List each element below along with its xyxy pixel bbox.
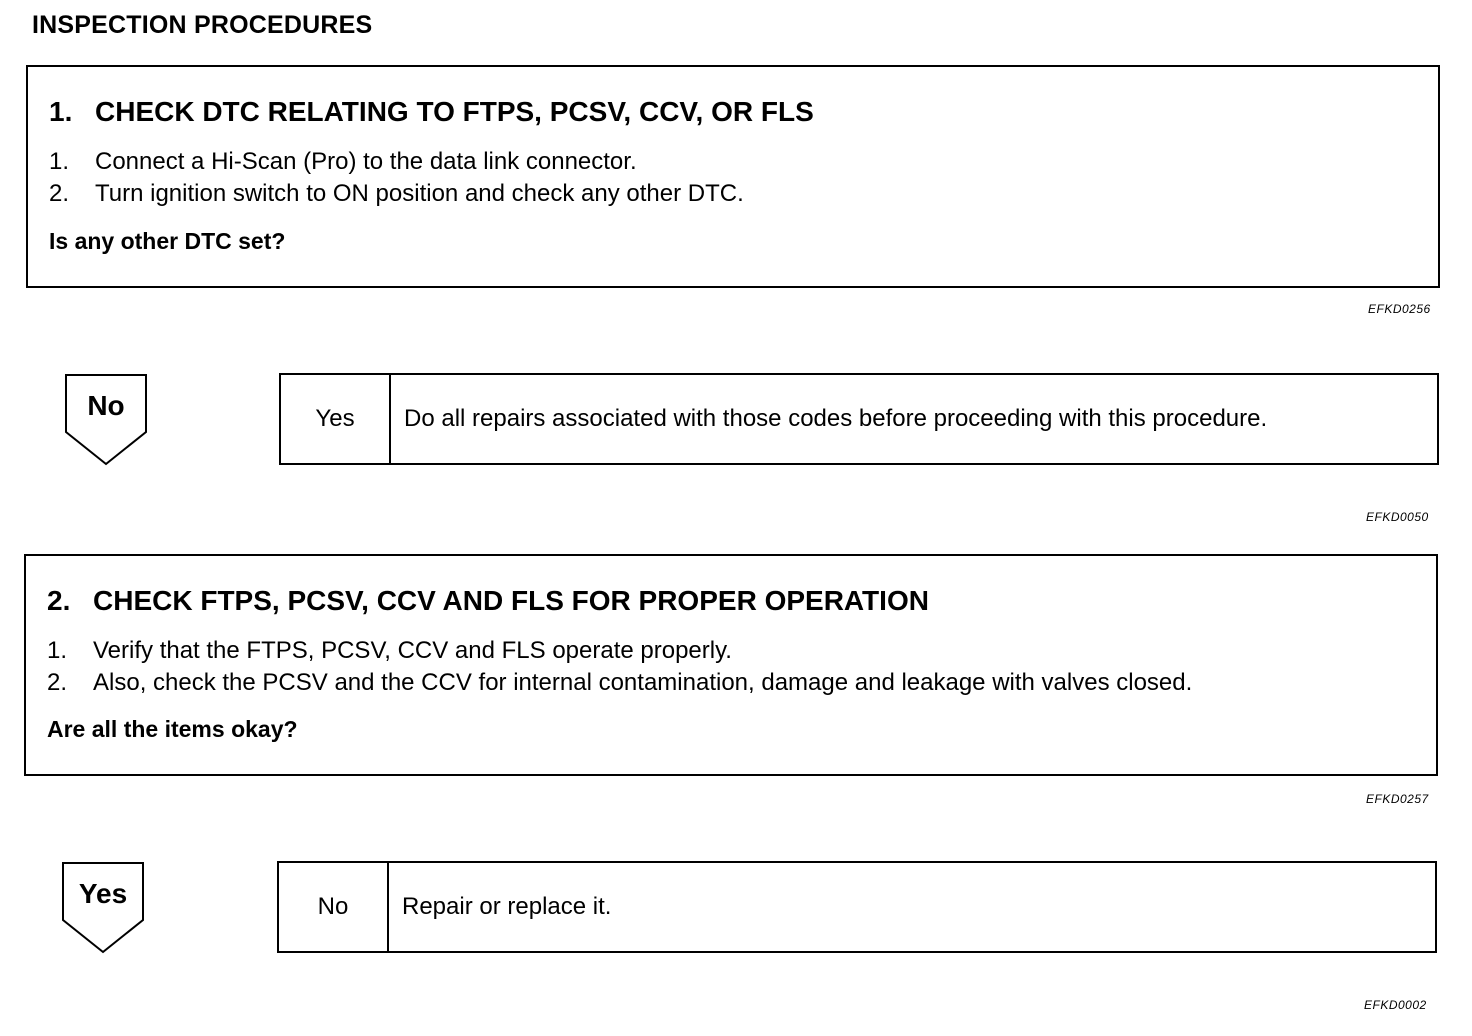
step-1-branch-action: Do all repairs associated with those codes before proceeding with this procedure. <box>404 405 1268 432</box>
step-2-instruction-2-text: Also, check the PCSV and the CCV for internal contamination, damage and leakage with valves closed. <box>93 669 1193 696</box>
step-2-continue-label: Yes <box>78 878 128 909</box>
step-2-instructions <box>47 635 1192 699</box>
step-1-branch-condition: Yes <box>281 375 391 463</box>
step-2-figure-code: EFKD0257 <box>1366 792 1429 806</box>
step-1-instruction-1-number: 1. <box>49 148 70 175</box>
step-1-title <box>49 96 814 128</box>
step-1-instruction-1-text: Connect a Hi-Scan (Pro) to the data link connector. <box>95 148 637 175</box>
step-2-question: Are all the items okay? <box>47 716 298 742</box>
step-2-branch-action: Repair or replace it. <box>402 893 612 920</box>
step-1-title-text: CHECK DTC RELATING TO FTPS, PCSV, CCV, OR FLS <box>95 96 814 127</box>
step-2-instruction-1 <box>47 635 1192 667</box>
step-2-title-text: CHECK FTPS, PCSV, CCV AND FLS FOR PROPER OPERATION <box>93 585 929 616</box>
step-1-number: 1. <box>49 96 73 127</box>
step-2-number: 2. <box>47 585 71 616</box>
step-1-instruction-1 <box>49 146 744 178</box>
step-1-instructions <box>49 146 744 210</box>
step-1-branch-figure-code: EFKD0050 <box>1366 510 1429 524</box>
step-2-branch-condition: No <box>279 863 389 951</box>
step-1-question: Is any other DTC set? <box>49 228 286 254</box>
step-1-instruction-2-text: Turn ignition switch to ON position and check any other DTC. <box>95 180 744 207</box>
step-2-instruction-1-number: 1. <box>47 637 68 664</box>
step-1-continue-arrow <box>65 374 147 466</box>
step-2-continue-arrow <box>62 862 144 954</box>
step-2-instruction-1-text: Verify that the FTPS, PCSV, CCV and FLS operate properly. <box>93 637 732 664</box>
step-2-title <box>47 585 929 617</box>
step-2-branch-figure-code: EFKD0002 <box>1364 998 1427 1012</box>
step-2-branch <box>277 861 1437 953</box>
step-1-continue-label: No <box>87 390 125 421</box>
step-1-figure-code: EFKD0256 <box>1368 302 1431 316</box>
step-1-instruction-2-number: 2. <box>49 180 70 207</box>
step-2-instruction-2 <box>47 667 1192 699</box>
step-1-instruction-2 <box>49 178 744 210</box>
step-1-branch <box>279 373 1439 465</box>
step-2-instruction-2-number: 2. <box>47 669 68 696</box>
page-heading: INSPECTION PROCEDURES <box>32 11 373 39</box>
